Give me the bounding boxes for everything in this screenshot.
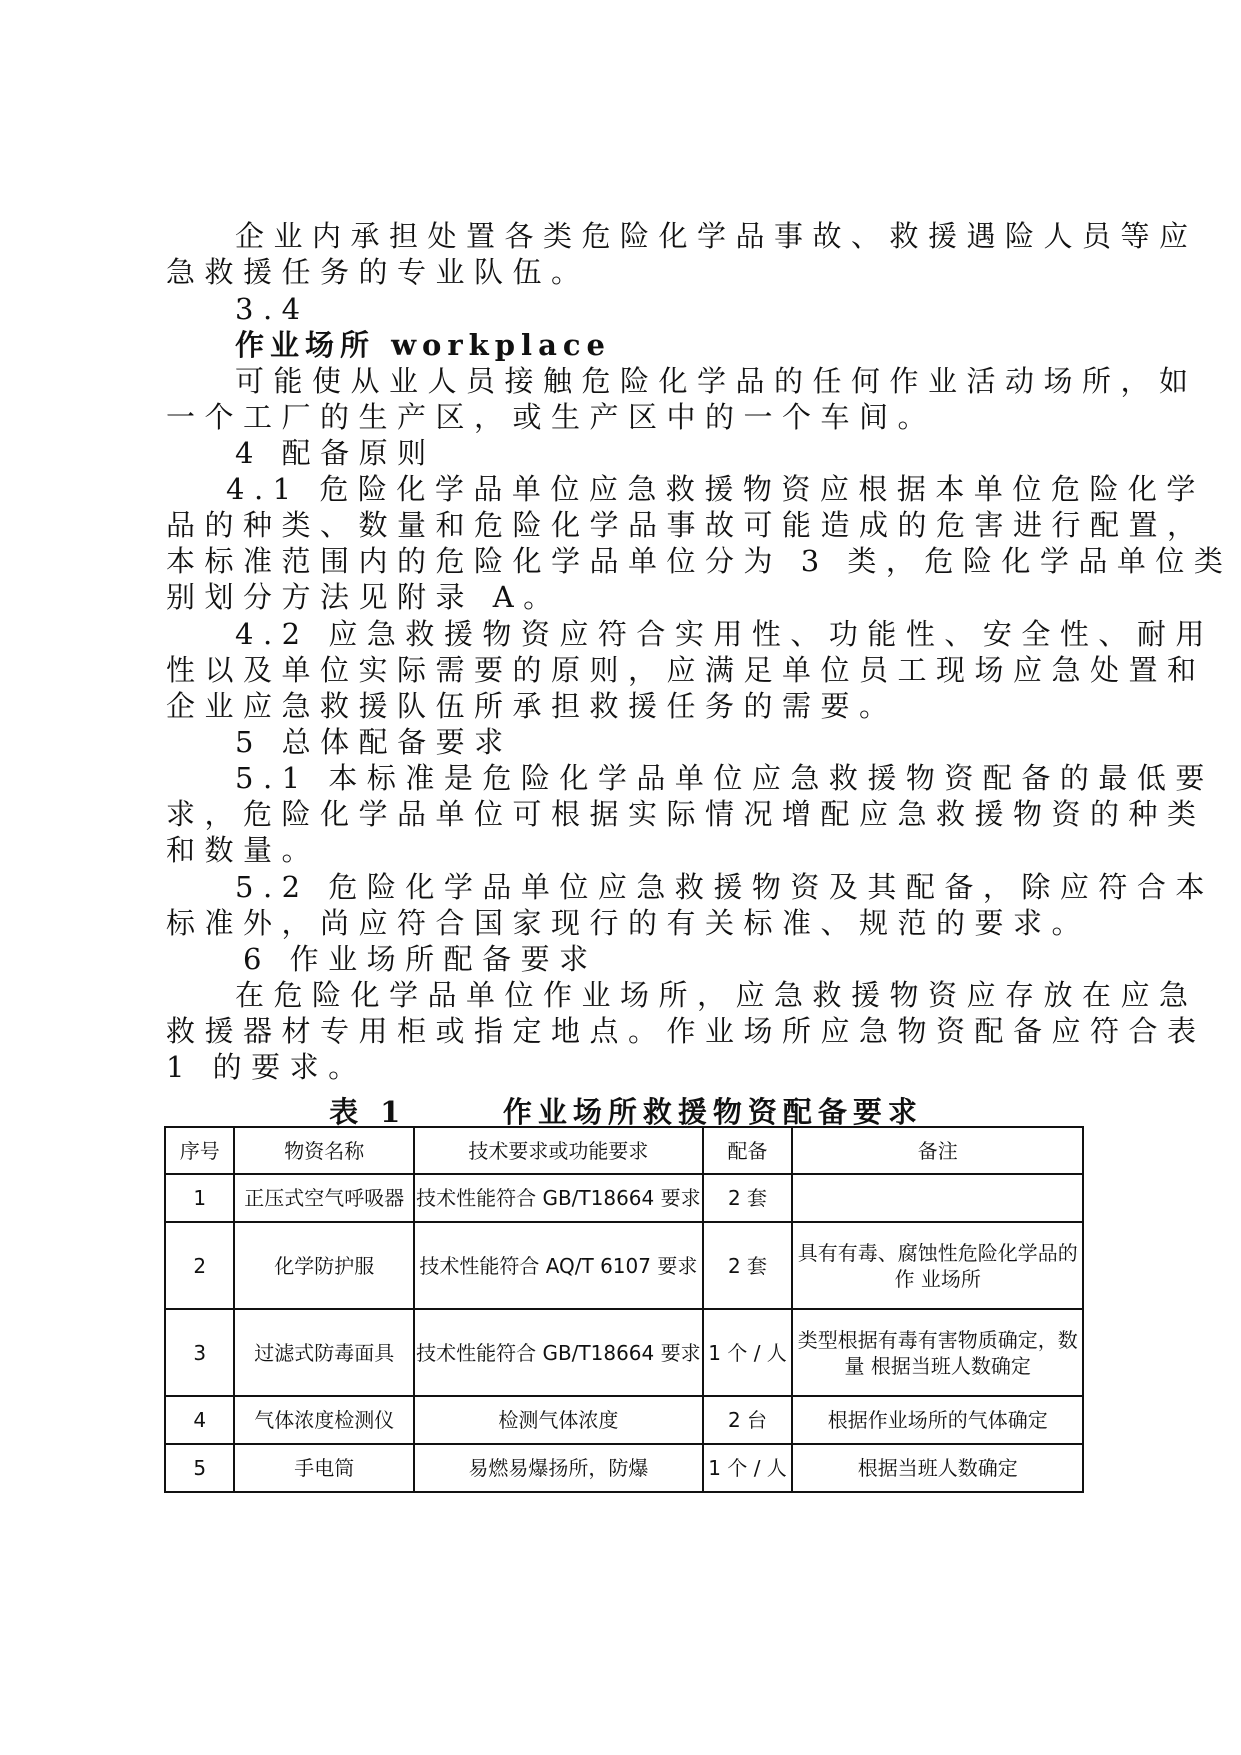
table-caption: 表 1 作业场所救援物资配备要求 bbox=[329, 1095, 923, 1129]
paragraph-line: 标准外，尚应符合国家现行的有关标准、规范的要求。 bbox=[166, 906, 1091, 940]
paragraph-line: 企业应急救援队伍所承担救援任务的需要。 bbox=[166, 689, 898, 723]
table-cell: 手电筒 bbox=[234, 1444, 414, 1492]
table-cell: 4 bbox=[165, 1396, 234, 1444]
table-cell: 1 个 / 人 bbox=[703, 1444, 793, 1492]
paragraph-line: 急救援任务的专业队伍。 bbox=[166, 255, 590, 289]
table-cell: 易燃易爆扬所，防爆 bbox=[414, 1444, 703, 1492]
table-cell: 根据当班人数确定 bbox=[792, 1444, 1083, 1492]
section-heading: 6 作业场所配备要求 bbox=[243, 942, 598, 976]
table-row bbox=[165, 1396, 1083, 1444]
table-row bbox=[165, 1309, 1083, 1396]
section-heading: 5 总体配备要求 bbox=[235, 725, 513, 759]
header-cell: 备注 bbox=[792, 1127, 1083, 1174]
paragraph-line: 企业内承担处置各类危险化学品事故、救援遇险人员等应 bbox=[235, 219, 1198, 253]
table-cell: 技术性能符合 GB/T18664 要求 bbox=[414, 1174, 703, 1222]
table-cell: 类型根据有毒有害物质确定，数量 根据当班人数确定 bbox=[792, 1309, 1083, 1396]
section-number: 3.4 bbox=[235, 292, 310, 326]
table-cell: 2 bbox=[165, 1222, 234, 1309]
paragraph-line: 和数量。 bbox=[166, 833, 321, 867]
paragraph-line: 别划分方法见附录 A。 bbox=[166, 580, 562, 614]
table-cell: 化学防护服 bbox=[234, 1222, 414, 1309]
table-cell: 1 个 / 人 bbox=[703, 1309, 793, 1396]
paragraph-line: 5.1 本标准是危险化学品单位应急救援物资配备的最低要 bbox=[235, 761, 1214, 795]
paragraph-line: 本标准范围内的危险化学品单位分为 3 类，危险化学品单位类 bbox=[166, 544, 1233, 578]
table-row bbox=[165, 1222, 1083, 1309]
table-cell: 检测气体浓度 bbox=[414, 1396, 703, 1444]
table-cell: 根据作业场所的气体确定 bbox=[792, 1396, 1083, 1444]
table-header-row bbox=[165, 1127, 1083, 1174]
table-cell: 技术性能符合 GB/T18664 要求 bbox=[414, 1309, 703, 1396]
table-cell: 3 bbox=[165, 1309, 234, 1396]
paragraph-line: 在危险化学品单位作业场所，应急救援物资应存放在应急 bbox=[235, 978, 1198, 1012]
header-cell: 配备 bbox=[703, 1127, 793, 1174]
paragraph-line: 救援器材专用柜或指定地点。作业场所应急物资配备应符合表 bbox=[166, 1014, 1206, 1048]
table-row bbox=[165, 1174, 1083, 1222]
table-cell: 1 bbox=[165, 1174, 234, 1222]
section-heading: 4 配备原则 bbox=[235, 436, 436, 470]
table-cell: 技术性能符合 AQ/T 6107 要求 bbox=[414, 1222, 703, 1309]
table-cell bbox=[792, 1174, 1083, 1222]
paragraph-line: 求，危险化学品单位可根据实际情况增配应急救援物资的种类 bbox=[166, 797, 1206, 831]
paragraph-line: 可能使从业人员接触危险化学品的任何作业活动场所，如 bbox=[235, 364, 1198, 398]
header-cell: 序号 bbox=[165, 1127, 234, 1174]
paragraph-line: 5.2 危险化学品单位应急救援物资及其配备，除应符合本 bbox=[235, 870, 1214, 904]
requirements-table bbox=[164, 1126, 1084, 1493]
paragraph-line: 一个工厂的生产区，或生产区中的一个车间。 bbox=[166, 400, 937, 434]
paragraph-line: 品的种类、数量和危险化学品事故可能造成的危害进行配置， bbox=[166, 508, 1206, 542]
paragraph-line: 性以及单位实际需要的原则，应满足单位员工现场应急处置和 bbox=[166, 653, 1206, 687]
header-cell: 物资名称 bbox=[234, 1127, 414, 1174]
table-cell: 2 台 bbox=[703, 1396, 793, 1444]
term-heading: 作业场所 workplace bbox=[235, 328, 611, 362]
paragraph-line: 1 的要求。 bbox=[166, 1050, 367, 1084]
table-cell: 正压式空气呼吸器 bbox=[234, 1174, 414, 1222]
paragraph-line: 4.1 危险化学品单位应急救援物资应根据本单位危险化学 bbox=[226, 472, 1205, 506]
table-cell: 2 套 bbox=[703, 1222, 793, 1309]
table-row bbox=[165, 1444, 1083, 1492]
table-cell: 5 bbox=[165, 1444, 234, 1492]
table-cell: 2 套 bbox=[703, 1174, 793, 1222]
table-cell: 气体浓度检测仪 bbox=[234, 1396, 414, 1444]
paragraph-line: 4.2 应急救援物资应符合实用性、功能性、安全性、耐用 bbox=[235, 617, 1214, 651]
table-cell: 具有有毒、腐蚀性危险化学品的作 业场所 bbox=[792, 1222, 1083, 1309]
table-cell: 过滤式防毒面具 bbox=[234, 1309, 414, 1396]
header-cell: 技术要求或功能要求 bbox=[414, 1127, 703, 1174]
